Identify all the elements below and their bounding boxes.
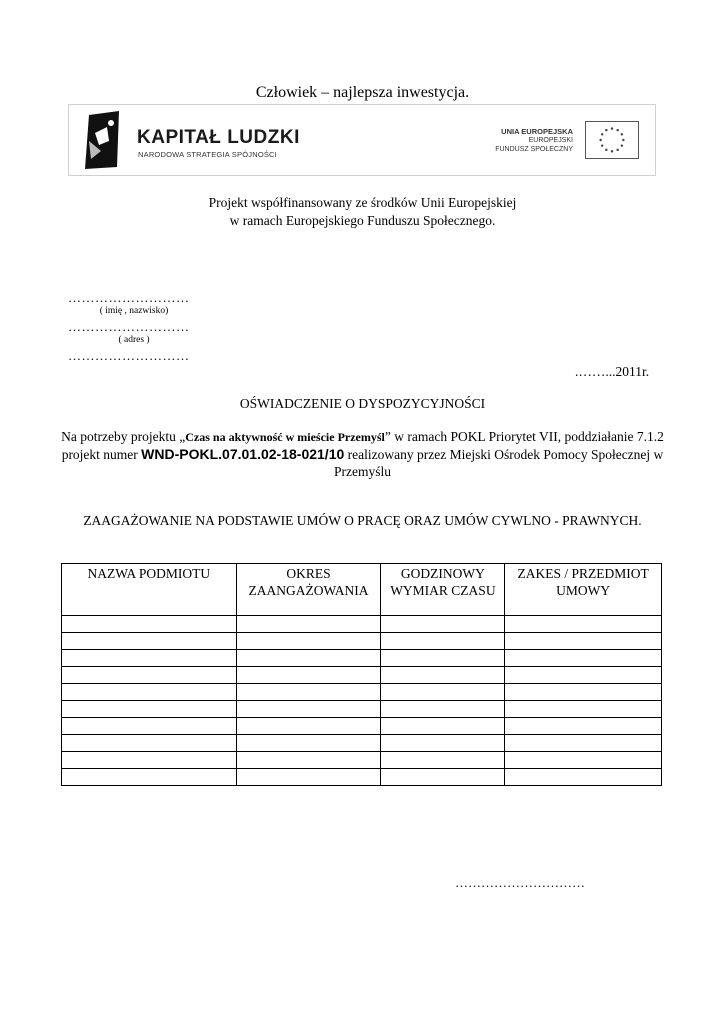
- table-cell[interactable]: [236, 650, 381, 667]
- table-cell[interactable]: [236, 667, 381, 684]
- table-cell[interactable]: [381, 633, 505, 650]
- table-row: [62, 735, 662, 752]
- table-cell[interactable]: [505, 735, 662, 752]
- kapital-ludzki-logo-icon: [81, 111, 125, 169]
- table-cell[interactable]: [62, 633, 237, 650]
- table-cell[interactable]: [62, 650, 237, 667]
- col-header-hours: GODZINOWY WYMIAR CZASU: [381, 564, 505, 616]
- kapital-ludzki-subtitle: NARODOWA STRATEGIA SPÓJNOŚCI: [138, 150, 277, 159]
- table-cell[interactable]: [236, 701, 381, 718]
- table-heading: ZAAGAŻOWANIE NA PODSTAWIE UMÓW O PRACĘ ORAZ UMÓW CYWLNO - PRAWNYCH.: [83, 513, 642, 528]
- table-cell[interactable]: [381, 667, 505, 684]
- cofinancing-note: [0, 194, 725, 230]
- date-field: .……...2011r.: [575, 364, 650, 379]
- cofinancing-line1: Projekt współfinansowany ze środków Unii Europejskiej: [208, 195, 517, 210]
- eu-line2: EUROPEJSKI: [528, 137, 573, 144]
- table-cell[interactable]: [62, 769, 237, 786]
- table-cell[interactable]: [381, 616, 505, 633]
- cofinancing-line2: w ramach Europejskiego Funduszu Społecznego.: [229, 213, 496, 228]
- table-cell[interactable]: [381, 650, 505, 667]
- table-cell[interactable]: [62, 684, 237, 701]
- table-cell[interactable]: [381, 752, 505, 769]
- table-cell[interactable]: [505, 718, 662, 735]
- table-cell[interactable]: [505, 701, 662, 718]
- eu-fund-label: [495, 127, 573, 154]
- table-cell[interactable]: [236, 735, 381, 752]
- table-cell[interactable]: [381, 684, 505, 701]
- project-name: Czas na aktywność w mieście Przemyśl: [185, 430, 385, 444]
- table-cell[interactable]: [505, 684, 662, 701]
- table-cell[interactable]: [381, 769, 505, 786]
- name-line: ………………………: [68, 290, 190, 305]
- table-row: [62, 616, 662, 633]
- table-row: [62, 752, 662, 769]
- para-part3: realizowany przez Miejski Ośrodek Pomocy Społecznej w Przemyślu: [334, 447, 664, 479]
- table-cell[interactable]: [62, 667, 237, 684]
- table-row: [62, 633, 662, 650]
- col-header-scope: ZAKES / PRZEDMIOT UMOWY: [505, 564, 662, 616]
- name-caption: ( imię , nazwisko): [99, 306, 169, 316]
- table-cell[interactable]: [505, 650, 662, 667]
- table-cell[interactable]: [236, 752, 381, 769]
- table-cell[interactable]: [505, 633, 662, 650]
- table-cell[interactable]: [62, 735, 237, 752]
- table-cell[interactable]: [381, 701, 505, 718]
- para-part2: ” w ramach POKL Priorytet VII, poddziałanie 7.1.2 projekt numer: [61, 429, 664, 462]
- sender-block: [68, 290, 200, 364]
- table-row: [62, 667, 662, 684]
- table-cell[interactable]: [236, 633, 381, 650]
- address-line-2: ………………………: [68, 348, 190, 363]
- logo-banner: [68, 104, 656, 176]
- table-cell[interactable]: [236, 718, 381, 735]
- table-row: [62, 684, 662, 701]
- intro-paragraph: [60, 428, 665, 480]
- table-cell[interactable]: [62, 701, 237, 718]
- eu-line1: UNIA EUROPEJSKA: [501, 127, 573, 136]
- col-header-period: OKRES ZAANGAŻOWANIA: [236, 564, 381, 616]
- table-row: [62, 718, 662, 735]
- table-cell[interactable]: [505, 667, 662, 684]
- project-number: WND-POKL.07.01.02-18-021/10: [141, 446, 345, 462]
- table-header-row: [62, 564, 662, 616]
- kapital-ludzki-title: KAPITAŁ LUDZKI: [137, 127, 300, 148]
- table-cell[interactable]: [236, 616, 381, 633]
- table-cell[interactable]: [505, 752, 662, 769]
- table-cell[interactable]: [62, 718, 237, 735]
- table-cell[interactable]: [505, 616, 662, 633]
- para-part1: Na potrzeby projektu „: [61, 429, 186, 444]
- table-row: [62, 650, 662, 667]
- eu-line3: FUNDUSZ SPOŁECZNY: [495, 146, 573, 153]
- table-row: [62, 701, 662, 718]
- table-row: [62, 769, 662, 786]
- signature-line: …………………………: [455, 875, 585, 890]
- table-cell[interactable]: [236, 769, 381, 786]
- eu-flag-icon: [585, 121, 639, 159]
- table-body: [62, 616, 662, 786]
- document-title: OŚWIADCZENIE O DYSPOZYCYJNOŚCI: [239, 396, 486, 411]
- table-cell[interactable]: [381, 718, 505, 735]
- table-cell[interactable]: [505, 769, 662, 786]
- address-line: ………………………: [68, 319, 190, 334]
- engagement-table: [61, 563, 662, 786]
- table-cell[interactable]: [236, 684, 381, 701]
- table-cell[interactable]: [62, 752, 237, 769]
- address-caption: ( adres ): [118, 335, 150, 345]
- table-cell[interactable]: [62, 616, 237, 633]
- table-cell[interactable]: [381, 735, 505, 752]
- motto: Człowiek – najlepsza inwestycja.: [255, 84, 470, 101]
- col-header-entity: NAZWA PODMIOTU: [62, 564, 237, 616]
